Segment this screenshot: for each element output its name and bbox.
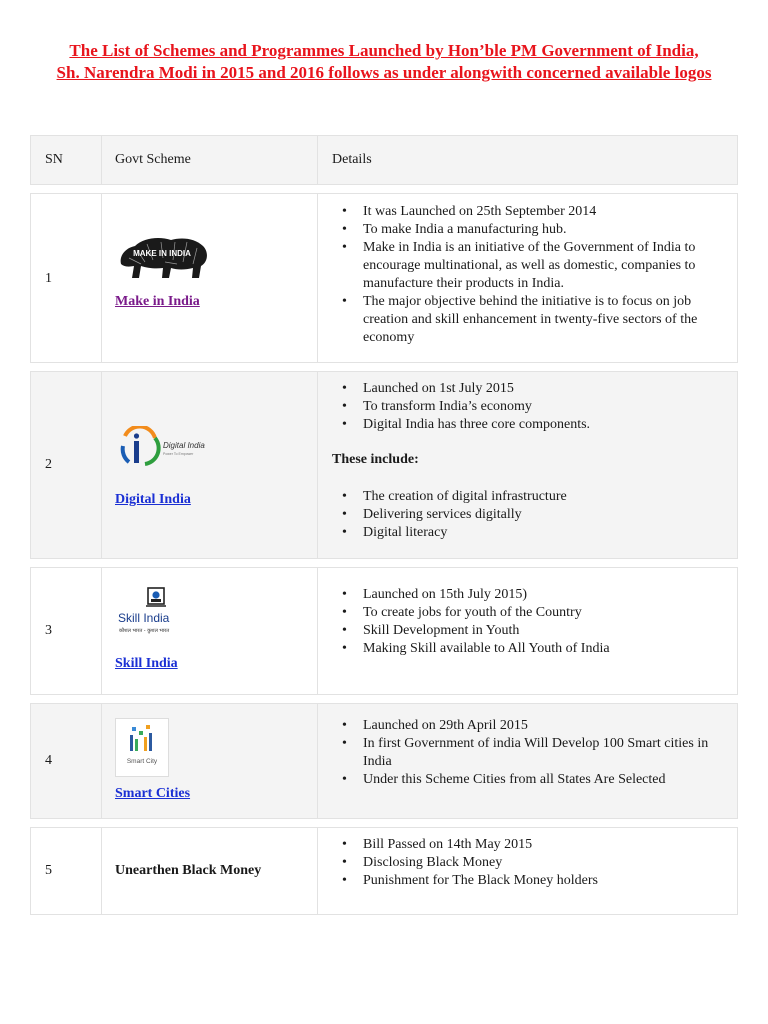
title-line-2: Sh. Narendra Modi in 2015 and 2016 follows as under alongwith concerned available logos — [56, 63, 712, 82]
these-include-heading: These include: — [332, 452, 419, 467]
detail-item: • To make India a manufacturing hub. — [332, 221, 727, 239]
make-in-india-logo-text: MAKE IN INDIA — [133, 249, 191, 258]
detail-item: • Making Skill available to All Youth of India — [332, 640, 727, 658]
row-number: 5 — [45, 863, 52, 878]
details-list — [332, 586, 727, 658]
header-details: Details — [332, 152, 372, 167]
header-govt-scheme: Govt Scheme — [115, 152, 191, 167]
detail-item: • The creation of digital infrastructure — [332, 488, 727, 506]
digital-india-logo-text: Digital India — [163, 441, 205, 450]
details-list — [332, 836, 727, 890]
detail-item: • Disclosing Black Money — [332, 854, 727, 872]
detail-item: • Launched on 1st July 2015 — [332, 380, 727, 398]
skill-india-logo-tagline: कौशल भारत - कुशल भारत — [119, 628, 170, 634]
detail-item: • Delivering services digitally — [332, 506, 727, 524]
row-number: 4 — [45, 753, 52, 768]
detail-item: • To create jobs for youth of the Country — [332, 604, 727, 622]
skill-india-logo-text: Skill India — [118, 611, 170, 625]
details-list — [332, 203, 727, 347]
schemes-table — [30, 135, 738, 915]
header-sn: SN — [45, 152, 63, 167]
detail-item: • Skill Development in Youth — [332, 622, 727, 640]
document-title — [20, 40, 748, 84]
detail-item: • Under this Scheme Cities from all States Are Selected — [332, 771, 727, 789]
table-header-row — [30, 135, 738, 185]
digital-india-link[interactable]: Digital India — [115, 492, 191, 507]
row-number: 1 — [45, 271, 52, 286]
detail-item: • Bill Passed on 14th May 2015 — [332, 836, 727, 854]
table-row — [30, 193, 738, 363]
skill-india-logo — [115, 586, 195, 647]
table-row — [30, 371, 738, 559]
smart-city-logo-text: Smart City — [126, 758, 158, 765]
detail-item: • In first Government of india Will Develop 100 Smart cities in India — [332, 735, 727, 771]
table-row — [30, 567, 738, 695]
detail-item: • Digital literacy — [332, 524, 727, 542]
title-line-1: The List of Schemes and Programmes Launched by Hon’ble PM Government of India, — [69, 41, 699, 60]
make-in-india-lion-logo — [115, 234, 211, 287]
details-list — [332, 717, 727, 789]
smart-cities-link[interactable]: Smart Cities — [115, 786, 191, 801]
unearthen-black-money-label: Unearthen Black Money — [115, 863, 262, 878]
row-number: 2 — [45, 457, 52, 472]
digital-india-logo — [115, 426, 215, 477]
detail-item: • To transform India’s economy — [332, 398, 727, 416]
detail-item: • The major objective behind the initiative is to focus on job creation and skill enhancement in twenty-five sectors of the economy — [332, 293, 727, 347]
detail-item: • Launched on 15th July 2015) — [332, 586, 727, 604]
digital-india-logo-tagline: Power To Empower — [163, 452, 194, 456]
make-in-india-link[interactable]: Make in India — [115, 294, 200, 309]
details-list — [332, 380, 727, 434]
table-row — [30, 827, 738, 915]
table-row — [30, 703, 738, 819]
detail-item: • Launched on 29th April 2015 — [332, 717, 727, 735]
components-list — [332, 488, 727, 542]
detail-item: • It was Launched on 25th September 2014 — [332, 203, 727, 221]
smart-city-logo — [115, 718, 169, 777]
detail-item: • Punishment for The Black Money holders — [332, 872, 727, 890]
row-number: 3 — [45, 623, 52, 638]
skill-india-link[interactable]: Skill India — [115, 656, 178, 671]
detail-item: • Digital India has three core components. — [332, 416, 727, 434]
detail-item: • Make in India is an initiative of the Government of India to encourage multinational, as well as domestic, companies to manufacture their products in India. — [332, 239, 727, 293]
